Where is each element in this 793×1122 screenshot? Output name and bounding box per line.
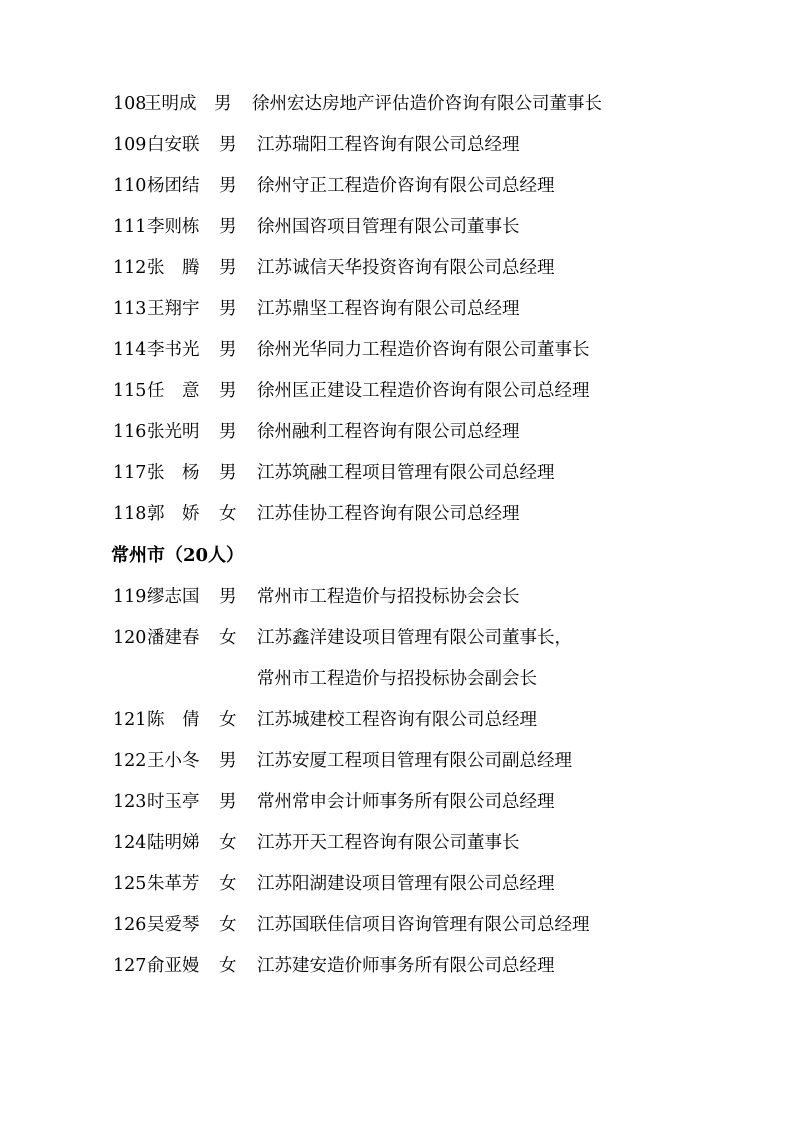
entry-name: 缪志国 (147, 587, 200, 607)
entry-organization: 常州常申会计师事务所有限公司总经理 (257, 792, 555, 812)
entry-organization: 江苏国联佳信项目咨询管理有限公司总经理 (257, 915, 590, 935)
entry-number: 121 (113, 710, 147, 730)
entry-name: 郭 娇 (147, 504, 200, 524)
entry-number: 109 (113, 135, 147, 155)
entry-gender: 男 (219, 422, 237, 442)
entry-organization: 徐州匡正建设工程造价咨询有限公司总经理 (257, 381, 590, 401)
entry-gender: 男 (219, 381, 237, 401)
entry-number: 114 (113, 340, 147, 360)
entry-organization: 江苏安厦工程项目管理有限公司副总经理 (257, 751, 572, 771)
entry-organization: 江苏鑫洋建设项目管理有限公司董事长， (257, 628, 572, 648)
entry-number: 118 (113, 504, 147, 524)
entry-gender: 男 (219, 135, 237, 155)
entry-organization: 徐州国咨项目管理有限公司董事长 (257, 217, 520, 237)
entry-name: 张 杨 (147, 463, 200, 483)
list-item (113, 917, 693, 935)
list-item (113, 958, 693, 976)
entry-number: 126 (113, 915, 147, 935)
entry-name: 白安联 (147, 135, 200, 155)
entry-number: 127 (113, 956, 147, 976)
list-item (113, 219, 693, 237)
entry-number: 117 (113, 463, 147, 483)
entry-organization: 常州市工程造价与招投标协会会长 (257, 587, 520, 607)
list-item (113, 342, 693, 360)
entry-organization: 徐州宏达房地产评估造价咨询有限公司董事长 (252, 94, 602, 114)
entry-gender: 女 (219, 628, 237, 648)
entry-gender: 男 (219, 587, 237, 607)
entry-organization: 徐州守正工程造价咨询有限公司总经理 (257, 176, 555, 196)
entry-organization-continuation: 常州市工程造价与招投标协会副会长 (257, 669, 537, 689)
entry-gender: 男 (219, 792, 237, 812)
list-item (113, 506, 693, 524)
entry-number: 115 (113, 381, 147, 401)
list-item (113, 178, 693, 196)
entry-name: 潘建春 (147, 628, 200, 648)
entry-gender: 男 (219, 176, 237, 196)
entry-organization: 江苏开天工程咨询有限公司董事长 (257, 833, 520, 853)
list-item (113, 589, 693, 607)
entry-name: 陆明娣 (147, 833, 200, 853)
entry-gender: 女 (219, 874, 237, 894)
entry-number: 111 (113, 217, 147, 237)
entry-organization: 徐州光华同力工程造价咨询有限公司董事长 (257, 340, 590, 360)
entry-organization: 江苏佳协工程咨询有限公司总经理 (257, 504, 520, 524)
list-item (113, 424, 693, 442)
entry-number: 116 (113, 422, 147, 442)
list-item (113, 753, 693, 771)
entry-name: 王明成 (144, 94, 197, 114)
entry-organization: 徐州融利工程咨询有限公司总经理 (257, 422, 520, 442)
name-list-body (113, 96, 693, 999)
entry-name: 张光明 (147, 422, 200, 442)
entry-number: 123 (113, 792, 147, 812)
entry-name: 俞亚嫚 (147, 956, 200, 976)
entry-name: 时玉亭 (147, 792, 200, 812)
entry-number: 119 (113, 587, 147, 607)
entry-gender: 男 (219, 751, 237, 771)
entry-number: 108 (113, 94, 147, 114)
entry-gender: 男 (214, 94, 232, 114)
entry-organization: 江苏城建校工程咨询有限公司总经理 (257, 710, 537, 730)
entry-number: 125 (113, 874, 147, 894)
entry-name: 任 意 (147, 381, 200, 401)
entry-organization: 江苏瑞阳工程咨询有限公司总经理 (257, 135, 520, 155)
list-item (113, 465, 693, 483)
list-item (113, 630, 693, 648)
entry-number: 112 (113, 258, 147, 278)
entry-gender: 男 (219, 463, 237, 483)
entry-organization-continuation-line (113, 671, 693, 689)
section-heading: 常州市（20人） (111, 545, 245, 566)
list-item (113, 96, 693, 114)
list-item (113, 794, 693, 812)
entry-name: 朱革芳 (147, 874, 200, 894)
entry-gender: 女 (219, 956, 237, 976)
list-item (113, 712, 693, 730)
entry-name: 杨团结 (147, 176, 200, 196)
entry-name: 陈 倩 (147, 710, 200, 730)
entry-gender: 女 (219, 504, 237, 524)
entry-organization: 江苏鼎坚工程咨询有限公司总经理 (257, 299, 520, 319)
list-item (113, 301, 693, 319)
entry-gender: 男 (219, 340, 237, 360)
entry-number: 120 (113, 628, 147, 648)
entry-number: 122 (113, 751, 147, 771)
entry-name: 李则栋 (147, 217, 200, 237)
entry-name: 王翔宇 (147, 299, 200, 319)
entry-name: 吴爱琴 (147, 915, 200, 935)
entry-gender: 女 (219, 710, 237, 730)
entry-name: 张 腾 (147, 258, 200, 278)
entry-number: 110 (113, 176, 147, 196)
entry-gender: 男 (219, 217, 237, 237)
entry-gender: 女 (219, 833, 237, 853)
entry-organization: 江苏筑融工程项目管理有限公司总经理 (257, 463, 555, 483)
entry-organization: 江苏建安造价师事务所有限公司总经理 (257, 956, 555, 976)
indent-spacer (113, 671, 257, 689)
entry-number: 113 (113, 299, 147, 319)
list-item (113, 383, 693, 401)
list-item (113, 835, 693, 853)
entry-organization: 江苏阳湖建设项目管理有限公司总经理 (257, 874, 555, 894)
list-item (113, 876, 693, 894)
entry-organization: 江苏诚信天华投资咨询有限公司总经理 (257, 258, 555, 278)
entry-gender: 女 (219, 915, 237, 935)
entry-gender: 男 (219, 258, 237, 278)
entry-gender: 男 (219, 299, 237, 319)
list-item (113, 260, 693, 278)
list-item (113, 137, 693, 155)
entry-name: 李书光 (147, 340, 200, 360)
entry-number: 124 (113, 833, 147, 853)
entry-name: 王小冬 (147, 751, 200, 771)
